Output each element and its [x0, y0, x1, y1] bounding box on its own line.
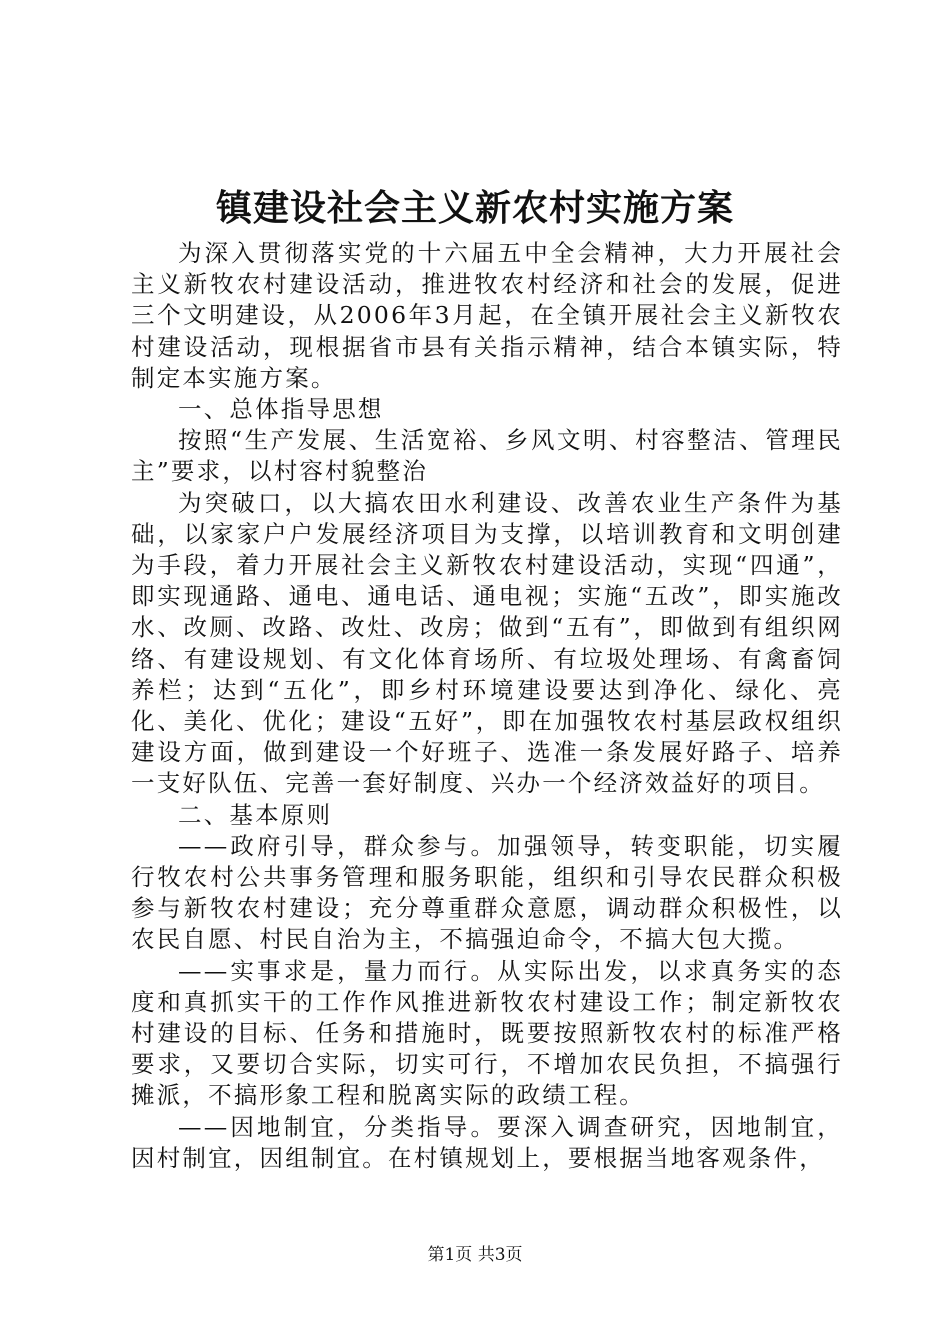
document-body: [131, 238, 843, 1174]
paragraph-principle-1: ——政府引导，群众参与。加强领导，转变职能，切实履行牧农村公共事务管理和服务职能，组织和引导农民群众积极参与新牧农村建设；充分尊重群众意愿，调动群众积极性，以农民自愿、村民自治为主，不搞强迫命令，不搞大包大揽。: [131, 831, 843, 954]
section-heading-1: 一、总体指导思想: [178, 395, 384, 424]
paragraph-guiding-2: 为突破口，以大搞农田水利建设、改善农业生产条件为基础，以家家户户发展经济项目为支撑，以培训教育和文明创建为手段，着力开展社会主义新牧农村建设活动，实现“四通”，即实现通路、通电、通电话、通电视；实施“五改”，即实施改水、改厕、改路、改灶、改房；做到“五有”，即做到有组织网络、有建设规划、有文化体育场所、有垃圾处理场、有禽畜饲养栏；达到“五化”，即乡村环境建设要达到净化、绿化、亮化、美化、优化；建设“五好”，即在加强牧农村基层政权组织建设方面，做到建设一个好班子、选准一条发展好路子、培养一支好队伍、完善一套好制度、兴办一个经济效益好的项目。: [131, 488, 843, 798]
paragraph-guiding-1: 按照“生产发展、生活宽裕、乡风文明、村容整洁、管理民主”要求，以村容村貌整治: [131, 426, 843, 486]
paragraph-intro: 为深入贯彻落实党的十六届五中全会精神，大力开展社会主义新牧农村建设活动，推进牧农村经济和社会的发展，促进三个文明建设，从2006年3月起，在全镇开展社会主义新牧农村建设活动，现根据省市县有关指示精神，结合本镇实际，特制定本实施方案。: [131, 239, 843, 392]
section-heading-2: 二、基本原则: [178, 800, 333, 829]
paragraph-principle-3: ——因地制宜，分类指导。要深入调查研究，因地制宜，因村制宜，因组制宜。在村镇规划上，要根据当地客观条件，: [131, 1112, 843, 1172]
paragraph-principle-2: ——实事求是，量力而行。从实际出发，以求真务实的态度和真抓实干的工作作风推进新牧农村建设工作；制定新牧农村建设的目标、任务和措施时，既要按照新牧农村的标准严格要求，又要切合实际，切实可行，不增加农民负担，不搞强行摊派，不搞形象工程和脱离实际的政绩工程。: [131, 956, 843, 1110]
document-title: 镇建设社会主义新农村实施方案: [215, 187, 734, 229]
page-footer: 第1页 共3页: [427, 1245, 523, 1265]
